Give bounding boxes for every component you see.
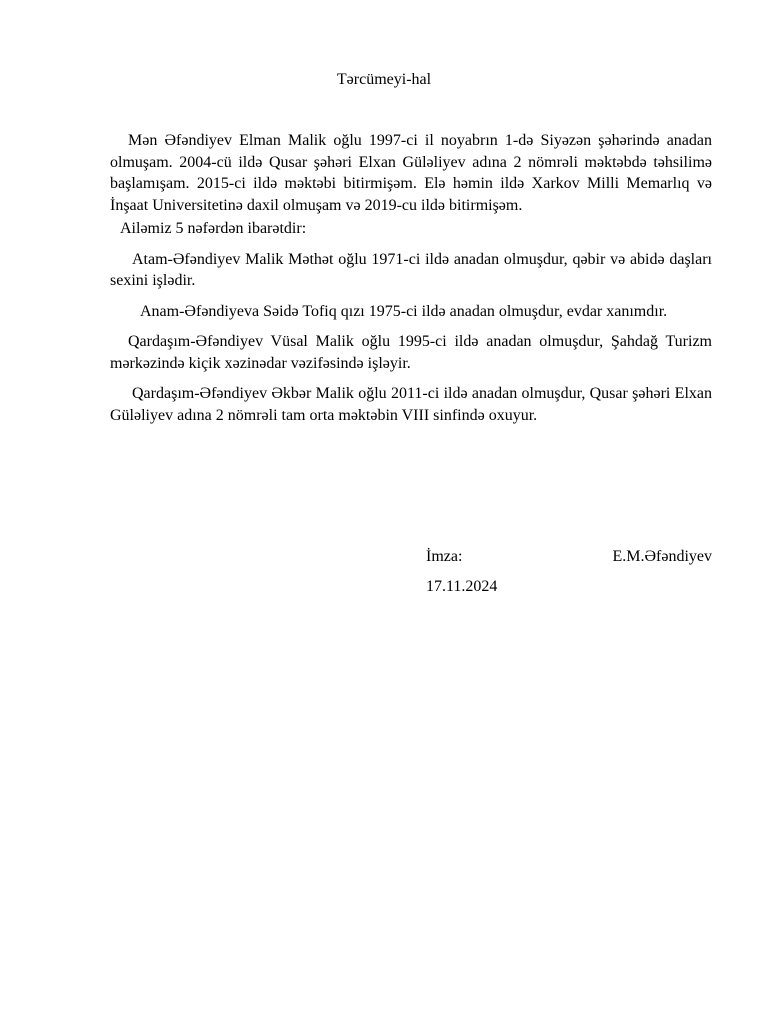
paragraph-mother: Anam-Əfəndiyeva Səidə Tofiq qızı 1975-ci ildə anadan olmuşdur, evdar xanımdır. xyxy=(140,302,668,320)
paragraph-brother-akbar: Qardaşım-Əfəndiyev Əkbər Malik oğlu 2011-ci ildə anadan olmuşdur, Qusar şəhəri Elxan Güləliyev adına 2 nömrəli tam orta məktəbin VIII sinfində oxuyur. xyxy=(110,385,712,424)
signature-label: İmza: xyxy=(426,548,463,565)
paragraph-brother-vusal: Qardaşım-Əfəndiyev Vüsal Malik oğlu 1995-ci ildə anadan olmuşdur, Şahdağ Turizm mərkəzində kiçik xəzinədar vəzifəsində işləyir. xyxy=(110,333,712,372)
document-date: 17.11.2024 xyxy=(426,578,498,595)
paragraph-intro: Mən Əfəndiyev Elman Malik oğlu 1997-ci il noyabrın 1-də Siyəzən şəhərində anadan olmuşam. 2004-cü ildə Qusar şəhəri Elxan Güləliyev adına 2 nömrəli məktəbdə təhsilimə başlamışam. 2015-ci ildə məktəbi bitirmişəm. Elə həmin ildə Xarkov Milli Memarlıq və İnşaat Universitetinə daxil olmuşam və 2019-cu ildə bitirmişəm. xyxy=(110,132,712,214)
document-body xyxy=(110,130,712,435)
signature-row xyxy=(426,546,712,568)
paragraph-family: Ailəmiz 5 nəfərdən ibarətdir: xyxy=(120,220,307,237)
document-title: Tərcümeyi-hal xyxy=(336,71,432,88)
signature-name: E.M.Əfəndiyev xyxy=(612,548,712,565)
signature-block xyxy=(426,546,712,568)
paragraph-father: Atam-Əfəndiyev Malik Məthət oğlu 1971-ci ildə anadan olmuşdur, qəbir və abidə daşları sexini işlədir. xyxy=(110,250,712,289)
